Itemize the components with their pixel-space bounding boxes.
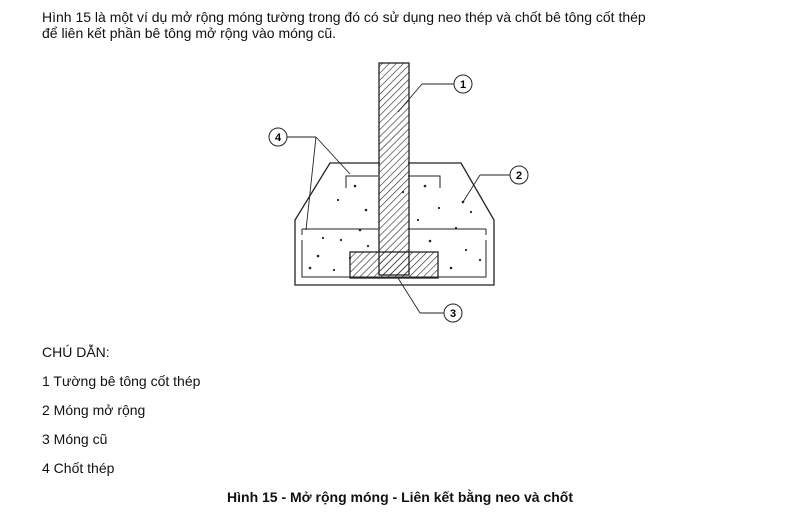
wall-footing-diagram xyxy=(258,60,538,330)
legend-item-3: 3 Móng cũ xyxy=(42,431,108,447)
intro-line-2: để liên kết phần bê tông mở rộng vào móng cũ. xyxy=(42,25,337,41)
figure-caption: Hình 15 - Mở rộng móng - Liên kết bằng neo và chốt xyxy=(227,489,573,505)
callout-4 xyxy=(269,128,350,230)
intro-paragraph xyxy=(42,9,782,41)
rc-wall xyxy=(379,63,409,275)
legend-item-1: 1 Tường bê tông cốt thép xyxy=(42,373,201,389)
svg-text:1: 1 xyxy=(459,79,467,91)
svg-text:2: 2 xyxy=(515,170,523,182)
intro-line-1: Hình 15 là một ví dụ mở rộng móng tường trong đó có sử dụng neo thép và chốt bê tông cốt thép xyxy=(42,9,646,25)
legend-item-2: 2 Móng mở rộng xyxy=(42,402,146,418)
svg-text:4: 4 xyxy=(274,132,282,144)
legend-item-4: 4 Chốt thép xyxy=(42,460,115,476)
legend-title: CHÚ DẪN: xyxy=(42,344,110,360)
svg-text:3: 3 xyxy=(449,308,457,320)
